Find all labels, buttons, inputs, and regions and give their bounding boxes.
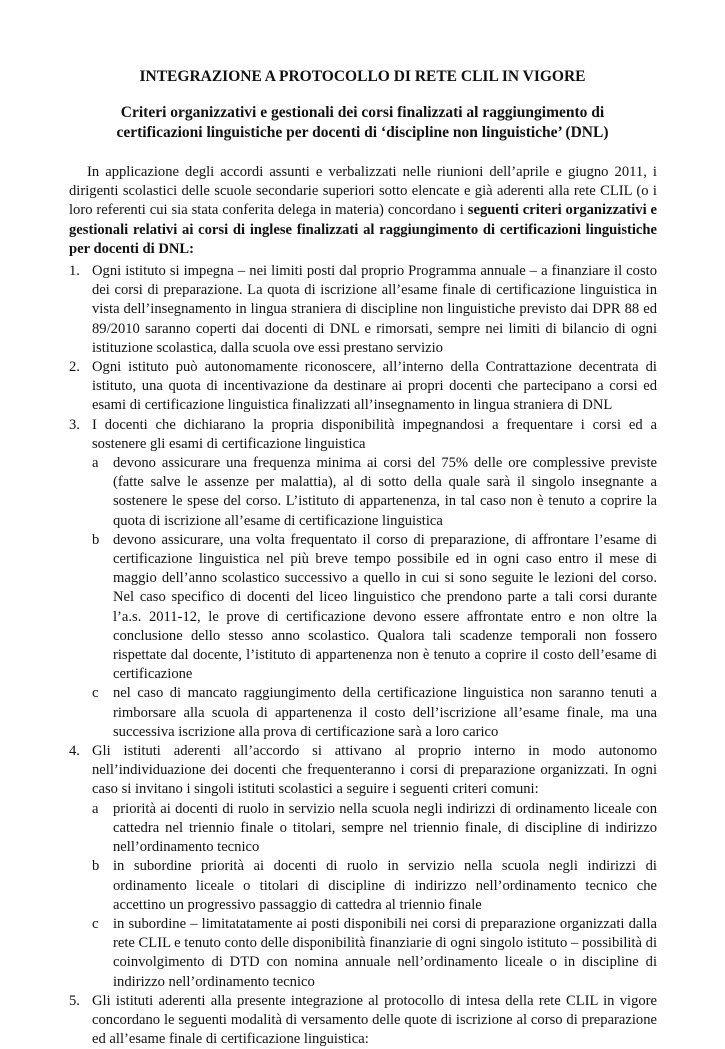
sub-item-letter: b	[92, 531, 100, 548]
sub-list-item	[0, 857, 657, 915]
item-number: 2.	[69, 359, 80, 376]
item-text: Ogni istituto può autonomamente riconoscere, all’interno della Contrattazione decentrata di istituto, una quota di incentivazione da destinare ai propri docenti che partecipano a corsi ed esami di certificazione linguistica finalizzati all’insegnamento in lingua straniera di DNL	[92, 359, 657, 414]
numbered-list	[0, 262, 725, 1049]
item-text: Gli istituti aderenti all’accordo si attivano al proprio interno in modo autonomo nell’individuazione dei docenti che frequenteranno i corsi di preparazione organizzati. In ogni caso si invitano i singoli istituti scolastici a seguire i seguenti criteri comuni:	[92, 743, 657, 798]
document-title: INTEGRAZIONE A PROTOCOLLO DI RETE CLIL IN VIGORE	[139, 68, 586, 85]
list-item	[0, 262, 657, 358]
sub-list-item	[0, 454, 657, 531]
intro-paragraph	[69, 163, 657, 259]
item-number: 4.	[69, 743, 80, 760]
intro-text: In applicazione degli accordi assunti e verbalizzati nelle riunioni dell’aprile e giugno 2011, i dirigenti scolastici delle scuole secondarie superiori sotto elencate e già aderenti alla rete CLIL (o i loro referenti cui sia stata conferita delega in materia) concordano i	[69, 164, 657, 219]
sub-item-text: devono assicurare una frequenza minima ai corsi del 75% delle ore complessive previste (fatte salve le assenze per malattia), al di sotto della quale sarà il singolo insegnante a sostenere le spese del corso. L’istituto di appartenenza, in tal caso non è tenuto a coprire la quota di iscrizione all’esame di certificazione linguistica	[113, 455, 657, 529]
sub-item-letter: c	[92, 685, 99, 702]
list-item	[0, 742, 657, 800]
item-text: Gli istituti aderenti alla presente integrazione al protocollo di intesa della rete CLIL in vigore concordano le seguenti modalità di versamento delle quote di iscrizione al corso di preparazione ed all’esame finale di certificazione linguistica:	[92, 992, 657, 1048]
item-text: Ogni istituto si impegna – nei limiti posti dal proprio Programma annuale – a finanziare il costo dei corsi di preparazione. La quota di iscrizione all’esame finale di certificazione linguistica in vista dell’insegnamento in lingua straniera di discipline non linguistiche previsto dai DPR 88 ed 89/2010 saranno coperti dai docenti di DNL e rimorsati, sempre nei limiti di bilancio di ogni istituzione scolastica, dalla scuola ove essi prestano servizio	[92, 263, 657, 356]
sub-list-item	[0, 684, 657, 742]
sub-list-item	[0, 915, 657, 992]
sub-item-text: priorità ai docenti di ruolo in servizio nella scuola negli indirizzi di ordinamento liceale con cattedra nel triennio finale o titolari, sempre nel triennio finale, di discipline di indirizzo nell’ordinamento tecnico	[113, 800, 657, 856]
sub-list-item	[0, 800, 657, 858]
intro-bold-text: seguenti criteri organizzativi e gestionali relativi ai corsi di inglese finalizzati al raggiungimento di certificazioni linguistiche per docenti di DNL:	[69, 202, 658, 257]
sub-item-text: in subordine priorità ai docenti di ruolo in servizio nella scuola negli indirizzi di ordinamento liceale o titolari di discipline di indirizzo nell’ordinamento tecnico che accettino un progressivo passaggio di cattedra al triennio finale	[113, 858, 657, 913]
item-number: 3.	[69, 416, 80, 433]
list-item	[0, 358, 657, 416]
item-number: 5.	[69, 992, 80, 1009]
sub-item-letter: a	[92, 800, 99, 817]
sub-list-item	[0, 531, 657, 685]
item-text: I docenti che dichiarano la propria disponibilità impegnandosi a frequentare i corsi ed a sostenere gli esami di certificazione linguistica	[92, 416, 657, 452]
document-subtitle: Criteri organizzativi e gestionali dei corsi finalizzati al raggiungimento di certificazioni linguistiche per docenti di ‘discipline non linguistiche’ (DNL)	[116, 104, 609, 141]
sub-item-letter: c	[92, 915, 99, 932]
sub-item-letter: b	[92, 858, 100, 875]
sub-item-letter: a	[92, 455, 99, 472]
list-item	[0, 416, 657, 454]
sub-item-text: nel caso di mancato raggiungimento della certificazione linguistica non saranno tenuti a rimborsare alla scuola di appartenenza il costo dell’iscrizione all’esame finale, ma una successiva iscrizione alla prova di certificazione sarà a loro carico	[113, 685, 657, 740]
sub-item-text: in subordine – limitatatamente ai posti disponibili nei corsi di preparazione organizzati dalla rete CLIL e tenuto conto delle disponibilità finanziarie di ogni singolo istituto – possibilità di coinvolgimento di DTD con nomina annuale nell’ordinamento liceale o in discipline di indirizzo nell’ordinamento tecnico	[113, 915, 657, 990]
list-item	[0, 992, 657, 1049]
item-number: 1.	[69, 263, 80, 279]
sub-item-text: devono assicurare, una volta frequentato il corso di preparazione, di affrontare l’esame di certificazione linguistica nel più breve tempo possibile ed in ogni caso entro il mese di maggio dell’anno scolastico successivo a quello in cui si sono seguite le lezioni del corso. Nel caso specifico di docenti del liceo linguistico che prendono parte a tali corsi durante l’a.s. 2011-12, le prove di certificazione devono essere affrontate entro e non oltre la conclusione dello stesso anno scolastico. Qualora tali scadenze temporali non fossero rispettate dal docente, l’istituto di appartenenza non è tenuto a coprire il costo dell’esame di certificazione	[113, 531, 657, 683]
